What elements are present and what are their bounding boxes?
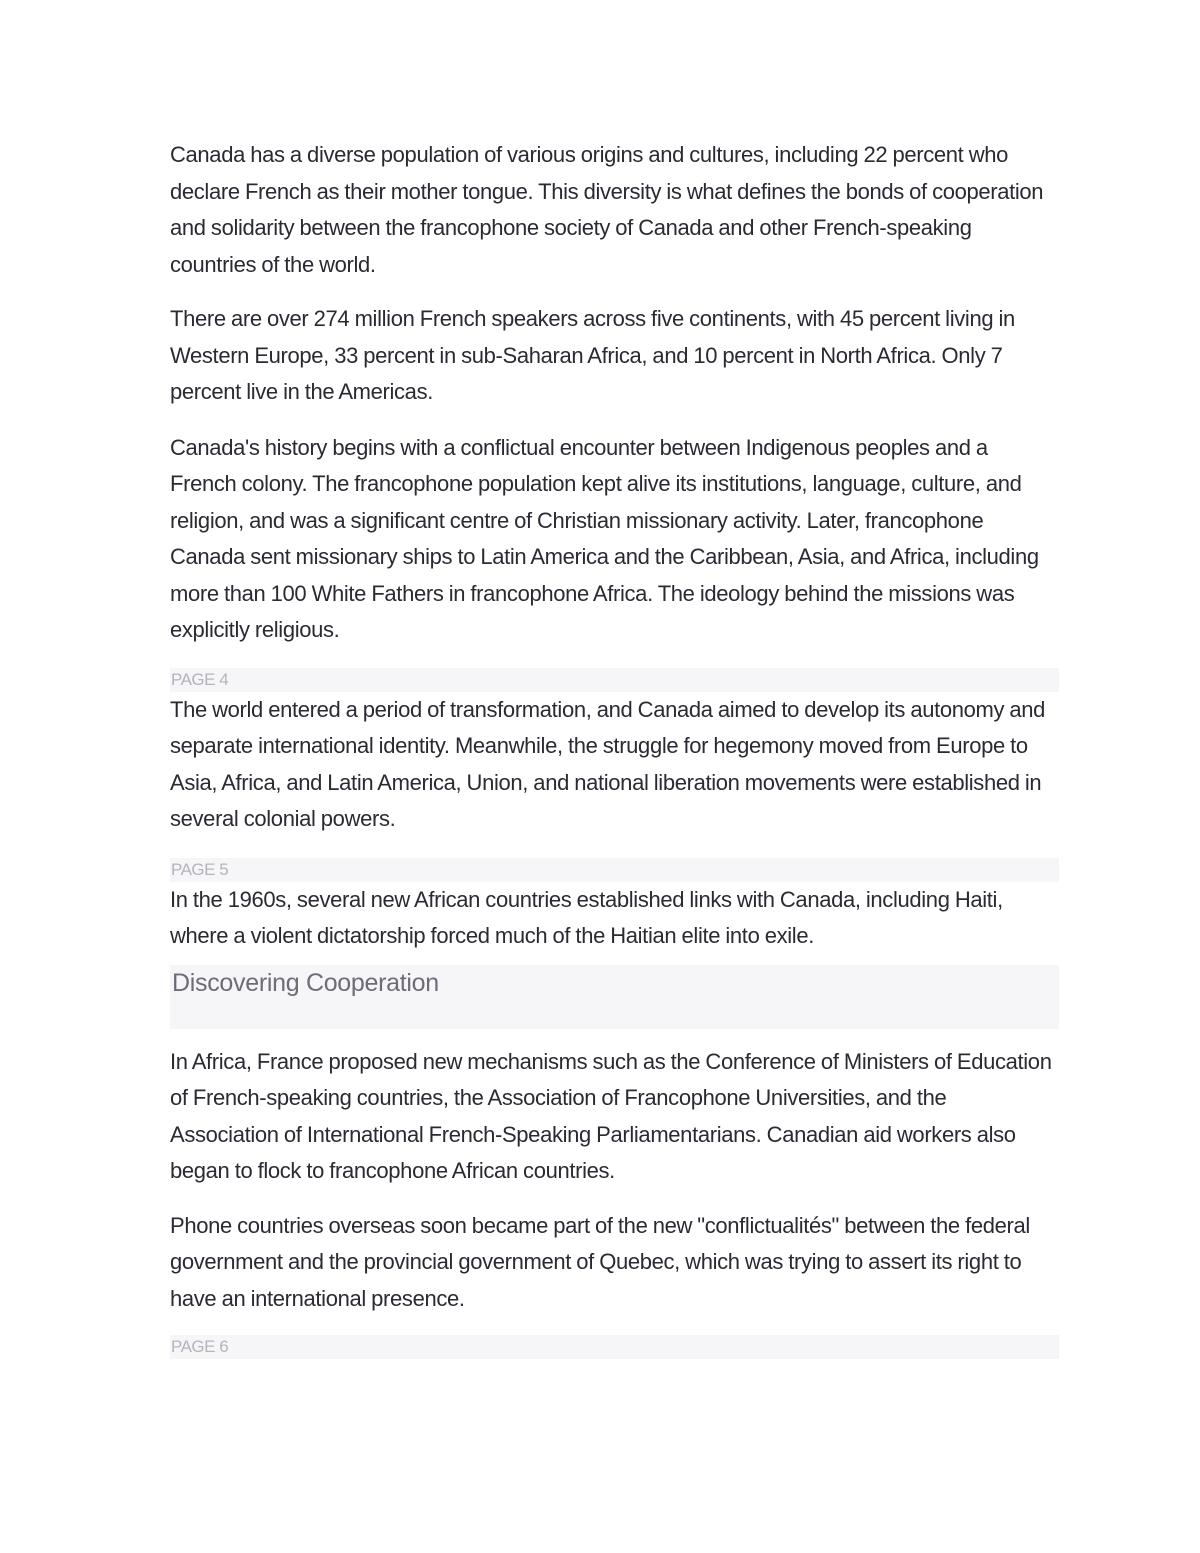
page-marker: PAGE 6 — [170, 1335, 1059, 1359]
paragraph: Phone countries overseas soon became part of the new "conflictualités" between the federal government and the provincial government of Quebec, which was trying to assert its right to have an international presence. — [170, 1212, 1030, 1311]
paragraph: In Africa, France proposed new mechanisms such as the Conference of Ministers of Education of French-speaking countries, the Association of Francophone Universities, and the Association of International French-Speaking Parliamentarians. Canadian aid workers also began to flock to francophone African countries. — [170, 1048, 1052, 1183]
page-marker: PAGE 4 — [170, 668, 1059, 692]
paragraph: Canada has a diverse population of various origins and cultures, including 22 percent who declare French as their mother tongue. This diversity is what defines the bonds of cooperation and solidarity between the francophone society of Canada and other French-speaking countries of the world. — [170, 142, 1044, 277]
page-marker: PAGE 5 — [170, 858, 1059, 882]
paragraph: In the 1960s, several new African countries established links with Canada, including Haiti, where a violent dictatorship forced much of the Haitian elite into exile. — [170, 886, 1003, 948]
document-page — [170, 137, 1059, 1359]
section-heading: Discovering Cooperation — [170, 965, 1059, 1029]
paragraph: There are over 274 million French speakers across five continents, with 45 percent living in Western Europe, 33 percent in sub-Saharan Africa, and 10 percent in North Africa. Only 7 percent live in the Americas. — [170, 306, 1015, 404]
paragraph: The world entered a period of transformation, and Canada aimed to develop its autonomy and separate international identity. Meanwhile, the struggle for hegemony moved from Europe to Asia, Africa, and Latin America, Union, and national liberation movements were established in several colonial powers. — [170, 696, 1046, 831]
paragraph: Canada's history begins with a conflictual encounter between Indigenous peoples and a French colony. The francophone population kept alive its institutions, language, culture, and religion, and was a significant centre of Christian missionary activity. Later, francophone Canada sent missionary ships to Latin America and the Caribbean, Asia, and Africa, including more than 100 White Fathers in francophone Africa. The ideology behind the missions was explicitly religious. — [170, 434, 1039, 642]
